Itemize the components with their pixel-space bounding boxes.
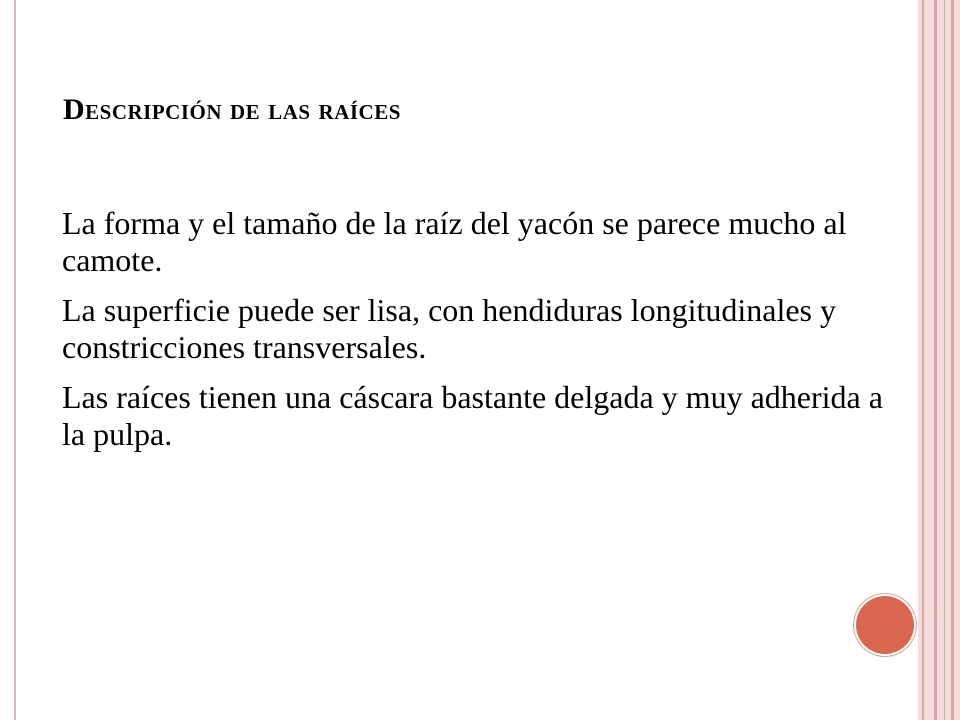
- slide-frame-right-stripes: [918, 0, 960, 720]
- slide-body: [62, 205, 892, 466]
- slide-frame-left-border: [14, 0, 16, 720]
- body-paragraph: Las raíces tienen una cáscara bastante delgada y muy adherida a la pulpa.: [62, 379, 883, 452]
- decorative-circle: [856, 596, 914, 654]
- body-paragraph: La superficie puede ser lisa, con hendiduras longitudinales y constricciones transversales.: [62, 292, 836, 365]
- stripe-line: [922, 0, 924, 720]
- body-paragraph: La forma y el tamaño de la raíz del yacón se parece mucho al camote.: [62, 205, 847, 278]
- slide-title: Descripción de las raíces: [63, 93, 401, 126]
- stripe-line: [951, 0, 954, 720]
- stripe-line: [944, 0, 945, 720]
- stripe-line: [934, 0, 937, 720]
